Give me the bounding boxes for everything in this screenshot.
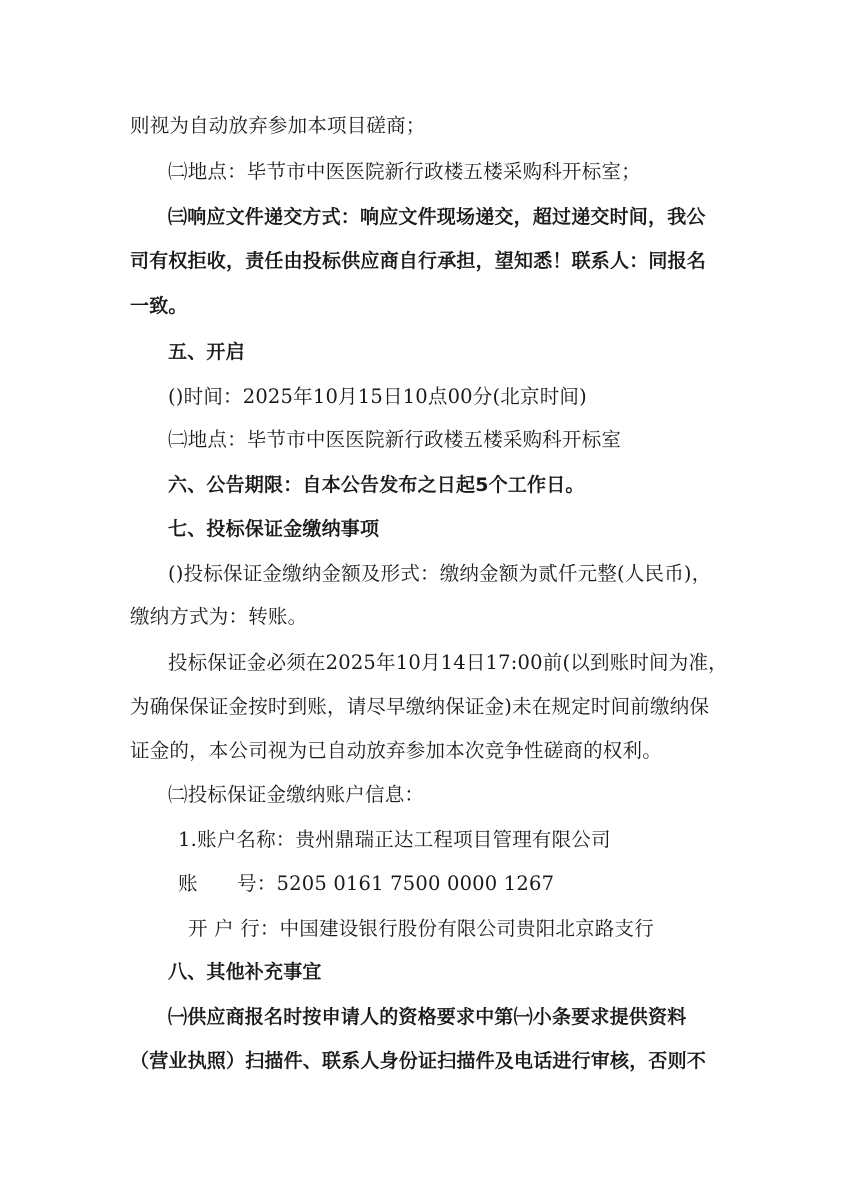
text-line: 司有权拒收，责任由投标供应商自行承担，望知悉！联系人：同报名: [130, 250, 707, 272]
text-line: 则视为自动放弃参加本项目磋商；: [130, 114, 426, 137]
section-heading: 七、投标保证金缴纳事项: [168, 518, 380, 540]
text-line: ()时间：2025年10月15日10点00分(北京时间): [168, 385, 587, 408]
text-line: （营业执照）扫描件、联系人身份证扫描件及电话进行审核，否则不: [130, 1050, 707, 1072]
section-heading: 六、公告期限：自本公告发布之日起5个工作日。: [168, 474, 585, 496]
text-line: 缴纳方式为：转账。: [130, 605, 308, 628]
text-line: ㈡地点：毕节市中医医院新行政楼五楼采购科开标室: [168, 428, 622, 451]
account-name: 1.账户名称：贵州鼎瑞正达工程项目管理有限公司: [178, 828, 611, 851]
text-line: ㈠供应商报名时按申请人的资格要求中第㈠小条要求提供资料: [168, 1006, 687, 1028]
text-line: ㈢响应文件递交方式：响应文件现场递交，超过递交时间，我公: [168, 206, 706, 228]
account-bank: 开 户 行：中国建设银行股份有限公司贵阳北京路支行: [188, 917, 654, 940]
text-line: 一致。: [130, 295, 188, 317]
section-heading: 五、开启: [168, 341, 245, 363]
text-line: ()投标保证金缴纳金额及形式：缴纳金额为贰仟元整(人民币)，: [168, 562, 712, 585]
account-number: 账 号：5205 0161 7500 0000 1267: [178, 872, 555, 895]
text-line: ㈡投标保证金缴纳账户信息：: [168, 783, 425, 806]
text-line: 投标保证金必须在2025年10月14日17:00前(以到账时间为准，: [168, 651, 728, 674]
text-line: 为确保保证金按时到账，请尽早缴纳保证金)未在规定时间前缴纳保: [130, 695, 710, 718]
section-heading: 八、其他补充事宜: [168, 961, 322, 983]
text-line: ㈡地点：毕节市中医医院新行政楼五楼采购科开标室；: [168, 160, 641, 183]
text-line: 证金的，本公司视为已自动放弃参加本次竞争性磋商的权利。: [130, 739, 662, 762]
